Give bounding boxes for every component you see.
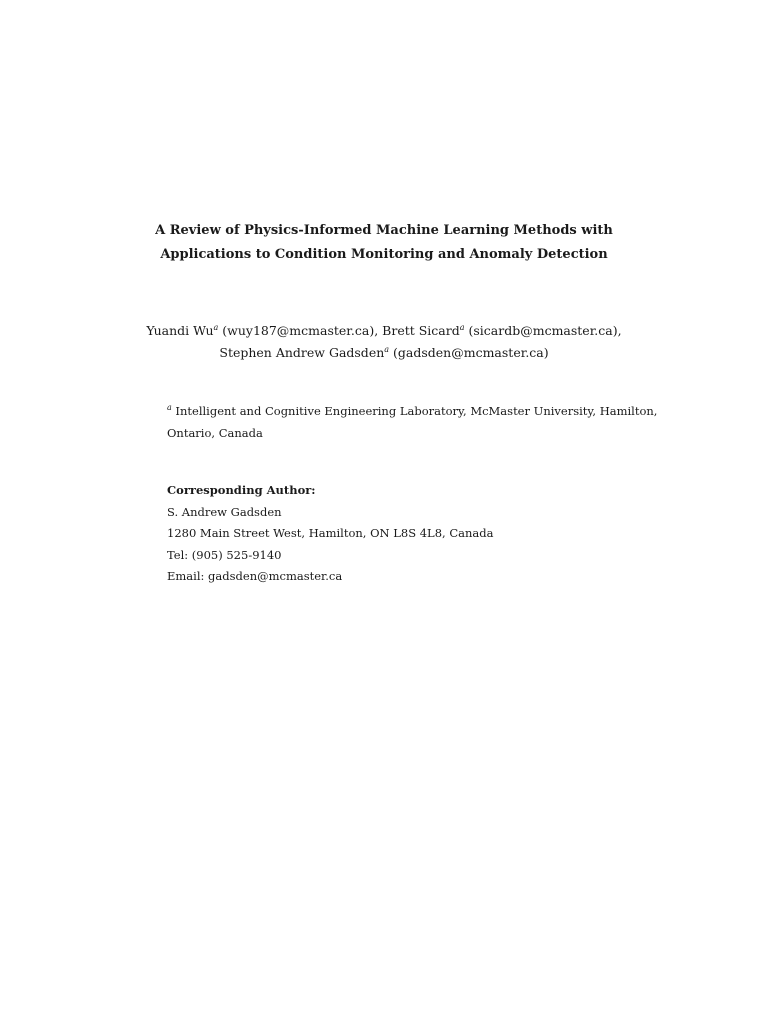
affiliation-mark: a — [459, 322, 465, 332]
author-email: (wuy187@mcmaster.ca), — [218, 323, 383, 338]
author-list — [0, 320, 768, 364]
corresponding-heading: Corresponding Author: — [167, 483, 316, 497]
affiliation-mark: a — [167, 403, 172, 413]
author-email: (gadsden@mcmaster.ca) — [389, 345, 549, 360]
corresponding-tel: Tel: (905) 525-9140 — [167, 547, 282, 562]
corresponding-name: S. Andrew Gadsden — [167, 504, 282, 519]
title-line-2: Applications to Condition Monitoring and Anomaly Detection — [160, 247, 608, 262]
title-line-1: A Review of Physics-Informed Machine Learning Methods with — [155, 223, 613, 238]
author-line-2 — [0, 342, 768, 364]
affiliation — [167, 400, 658, 444]
author-name: Brett Sicard — [382, 323, 460, 338]
affiliation-mark: a — [213, 322, 219, 332]
affiliation-mark: a — [384, 344, 390, 354]
author-email: (sicardb@mcmaster.ca), — [464, 323, 622, 338]
author-name: Stephen Andrew Gadsden — [219, 345, 385, 360]
corresponding-address: 1280 Main Street West, Hamilton, ON L8S 4L8, Canada — [167, 526, 494, 540]
corresponding-author-block — [167, 480, 607, 588]
corresponding-email: Email: gadsden@mcmaster.ca — [167, 569, 343, 583]
affiliation-line-2: Ontario, Canada — [167, 426, 263, 440]
paper-title — [0, 219, 768, 267]
affiliation-text: Intelligent and Cognitive Engineering Laboratory, McMaster University, Hamilton, — [171, 404, 658, 418]
author-line-1 — [0, 320, 768, 342]
author-name: Yuandi Wu — [146, 323, 214, 338]
affiliation-line-1 — [167, 400, 658, 422]
